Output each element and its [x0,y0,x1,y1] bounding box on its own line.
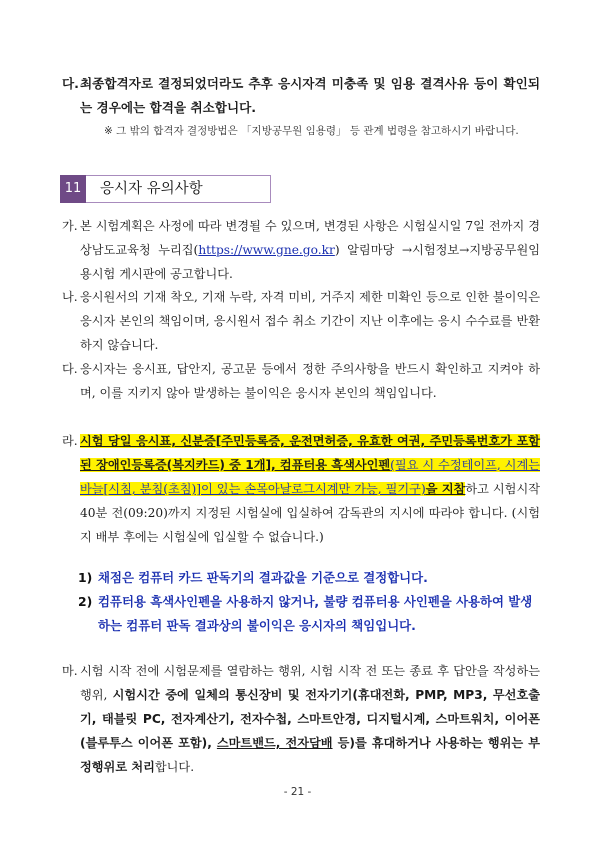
gne-website-link[interactable]: https://www.gne.go.kr [198,243,335,257]
subitem-label: 1) [78,570,93,585]
notice-item-da [62,357,540,405]
item-label: 라. [62,434,78,448]
item-label: 마. [62,664,78,678]
subitem-text: 컴퓨터용 흑색사인펜을 사용하지 않거나, 불량 컴퓨터용 사인펜을 사용하여 발생하는 컴퓨터 판독 결과상의 불이익은 응시자의 책임입니다. [98,594,533,633]
item-text-part: ) 알림마당 →시험정보→지방공무원임용시험 게시판에 공고합니다. [80,243,540,281]
reference-note: ※ 그 밖의 합격자 결정방법은 「지방공무원 임용령」 등 관계 법령을 참고하시기 바랍니다. [104,125,519,137]
item-text: 최종합격자로 결정되었더라도 추후 응시자격 미충족 및 임용 결격사유 등이 확인되는 경우에는 합격을 취소합니다. [80,76,540,115]
item-label: 나. [62,290,78,304]
item-text [80,429,540,549]
section-title: 응시자 유의사항 [100,181,203,197]
cheating-rule-text: 등)를 휴대하거나 사용하는 행위는 부정행위로 처리 [80,736,540,774]
subitem-1 [78,566,540,590]
item-text-part: 시험 시작 전에 시험문제를 열람하는 행위, 시험 시작 전 또는 종료 후 답안을 작성하는 행위, [80,664,540,702]
notice-item-ma [62,659,540,779]
item-text: 응시원서의 기재 착오, 기재 누락, 자격 미비, 거주지 제한 미확인 등으로 인한 불이익은 응시자 본인의 책임이며, 응시원서 접수 취소 기간이 지난 이후에는 응시 수수료를 반환하지 않습니다. [80,290,540,352]
subitem-label: 2) [78,594,93,609]
subitem-text: 채점은 컴퓨터 카드 판독기의 결과값을 기준으로 결정합니다. [98,570,428,585]
smartband-ecig-text: 스마트밴드, 전자담배 [216,736,333,750]
final-pass-cancel-item [62,72,540,120]
entry-time-text: 하고 시험시작 40분 전(09:20)까지 지정된 시험실에 입실하여 감독관의 지시에 따라야 합니다. (시험지 배부 후에는 시험실에 입실할 수 없습니다.) [80,482,541,544]
subitem-2 [78,590,540,638]
section-title-box [86,175,271,203]
item-text [80,659,540,779]
section-number: 11 [60,175,86,203]
notice-item-ga [62,214,540,286]
notice-item-na [62,285,540,357]
item-label: 다. [62,76,79,91]
page-number: - 21 - [283,786,312,798]
section-header [60,175,270,203]
must-bring-text: 을 지참 [425,482,466,496]
optional-items-text: (필요 시 수정테이프, 시계는 바늘[시침, 분침(초침)]이 있는 손목아날로그시계만 가능, 필기구) [80,458,540,496]
item-label: 다. [62,362,78,376]
item-text [80,214,540,286]
item-text: 응시자는 응시표, 답안지, 공고문 등에서 정한 주의사항을 반드시 확인하고 지켜야 하며, 이를 지키지 않아 발생하는 불이익은 응시자 본인의 책임입니다. [80,362,540,400]
prohibited-devices-text: 시험시간 중에 일체의 통신장비 및 전자기기(휴대전화, PMP, MP3, 무선호출기, 태블릿 PC, 전자계산기, 전자수첩, 스마트안경, 디지털시계, 스마트워치, 이어폰(블루투스 이어폰 포함), [80,688,540,750]
notice-item-ra [62,429,540,549]
required-items-text: 시험 당일 응시표, 신분증[주민등록증, 운전면허증, 유효한 여권, 주민등록번호가 포함된 장애인등록증(복지카드) 중 1개], 컴퓨터용 흑색사인펜 [80,434,540,472]
item-label: 가. [62,219,78,233]
item-text-tail: 합니다. [154,760,195,774]
item-text-part: 본 시험계획은 사정에 따라 변경될 수 있으며, 변경된 사항은 시험실시일 7일 전까지 경상남도교육청 누리집( [80,219,540,257]
